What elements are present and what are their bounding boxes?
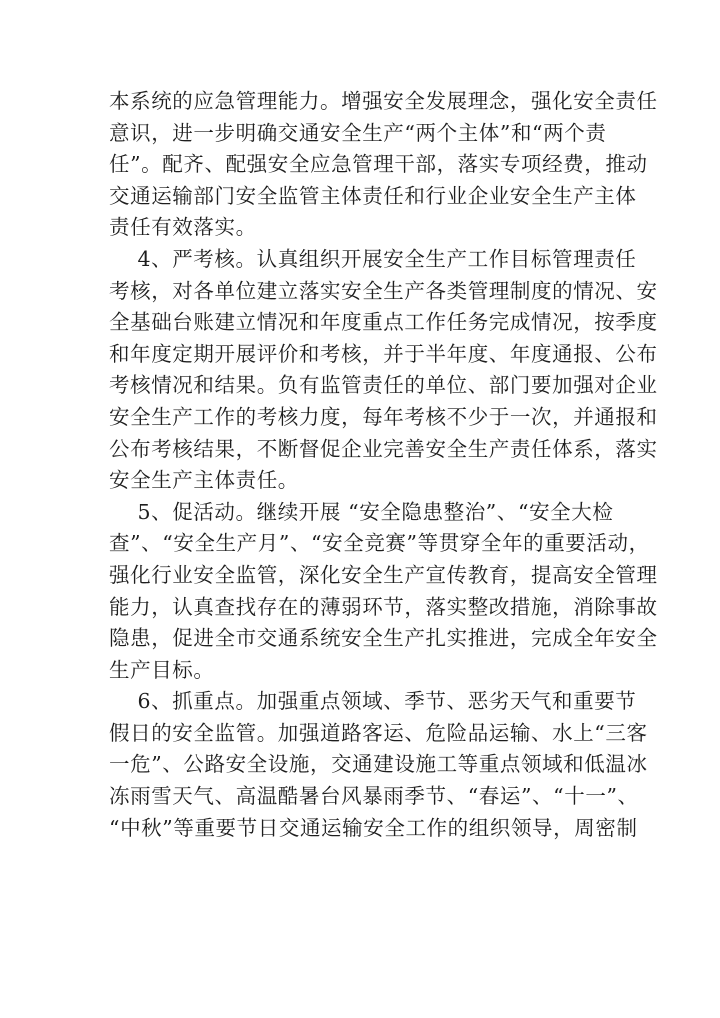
body-text [109,86,658,844]
text-line: 假日的安全监管。加强道路客运、危险品运输、水上“三客 [109,720,648,745]
text-line: 生产目标。 [109,657,215,682]
text-line: 任”。配齐、配强安全应急管理干部，落实专项经费，推动 [109,152,648,177]
text-line: 安全生产主体责任。 [109,468,299,493]
text-line: 5、促活动。继续开展 “安全隐患整治”、“安全大检 [109,499,614,524]
text-line: 能力，认真查找存在的薄弱环节，落实整改措施，消除事故 [109,594,658,619]
text-line: 和年度定期开展评价和考核，并于半年度、年度通报、公布 [109,341,658,366]
text-line: 冻雨雪天气、高温酷暑台风暴雨季节、“春运”、“十一”、 [109,784,639,809]
text-line: 考核情况和结果。负有监管责任的单位、部门要加强对企业 [109,373,658,398]
paragraph-promote-activities [109,497,658,687]
paragraph-safety-awareness [109,86,658,244]
text-line: 公布考核结果，不断督促企业完善安全生产责任体系，落实 [109,436,658,461]
text-line: 查”、“安全生产月”、“安全竞赛”等贯穿全年的重要活动， [109,531,650,556]
text-line: 4、严考核。认真组织开展安全生产工作目标管理责任 [109,246,637,271]
text-line: 全基础台账建立情况和年度重点工作任务完成情况，按季度 [109,310,658,335]
text-line: 隐患，促进全市交通系统安全生产扎实推进，完成全年安全 [109,626,658,651]
text-line: 6、抓重点。加强重点领域、季节、恶劣天气和重要节 [109,689,637,714]
text-line: “中秋”等重要节日交通运输安全工作的组织领导，周密制 [109,815,638,840]
text-line: 安全生产工作的考核力度，每年考核不少于一次，并通报和 [109,404,658,429]
text-line: 强化行业安全监管，深化安全生产宣传教育，提高安全管理 [109,562,658,587]
text-line: 交通运输部门安全监管主体责任和行业企业安全生产主体 [109,183,637,208]
text-line: 一危”、公路安全设施，交通建设施工等重点领域和低温冰 [109,752,648,777]
text-line: 意识，进一步明确交通安全生产“两个主体”和“两个责 [109,120,607,145]
text-line: 考核，对各单位建立落实安全生产各类管理制度的情况、安 [109,278,658,303]
paragraph-strict-assessment [109,244,658,497]
paragraph-focus-key-areas [109,686,648,844]
text-line: 本系统的应急管理能力。增强安全发展理念，强化安全责任 [109,89,658,113]
text-line: 责任有效落实。 [109,215,257,240]
